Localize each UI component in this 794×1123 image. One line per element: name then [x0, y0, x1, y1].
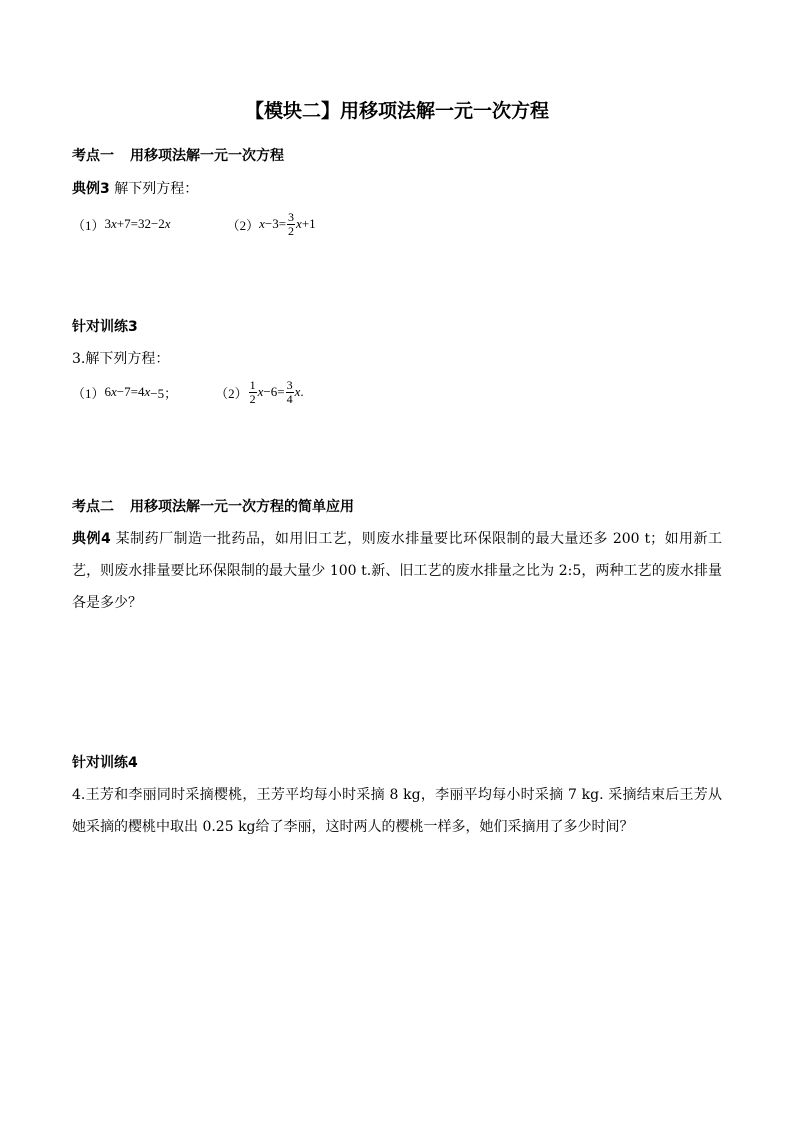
example4-paragraph: [72, 523, 722, 619]
practice3-eq2: （2） $\frac{1}{2}$ x −6= $\frac{3}{4}$ x .: [215, 377, 304, 406]
fraction-3-2: $\frac{3}{2}$: [288, 209, 295, 238]
example3-eq2: （2） x −3= $\frac{3}{2}$ x +1: [226, 209, 316, 238]
example4-tag: 典例4: [72, 531, 111, 547]
example3-equations: [72, 206, 316, 242]
fraction-1-2: $\frac{1}{2}$: [249, 377, 256, 406]
section2-label: 考点二: [72, 499, 114, 515]
example3-tag: 典例3: [72, 181, 110, 197]
practice3-eq1: （1） 6 x −7=4 x −5；: [72, 384, 178, 401]
practice3-equations: [72, 374, 304, 410]
section1-heading: [72, 145, 284, 165]
example3-line: [72, 178, 198, 198]
practice3-prompt: 3.解下列方程：: [72, 351, 170, 367]
section1-label: 考点一: [72, 148, 114, 164]
practice4-heading: 针对训练4: [72, 755, 138, 771]
example3-prompt: 解下列方程：: [114, 181, 199, 197]
practice4-text: 4.王芳和李丽同时采摘樱桃，王芳平均每小时采摘 8 kg，李丽平均每小时采摘 7 kg. 采摘结束后王芳从她采摘的樱桃中取出 0.25 kg给了李丽，这时两人的樱桃一样多，她们采摘用了多少时间？: [72, 787, 722, 835]
example4-text: 某制药厂制造一批药品，如用旧工艺，则废水排量要比环保限制的最大量还多 200 t；如用新工艺，则废水排量要比环保限制的最大量少 100 t.新、旧工艺的废水排量之比为 2:5，两种工艺的废水排量各是多少？: [72, 531, 722, 611]
example3-eq1: （1） 3 x +7=32−2 x: [72, 216, 171, 233]
section2-topic: 用移项法解一元一次方程的简单应用: [130, 499, 354, 515]
practice4-paragraph: [72, 779, 722, 843]
practice3-heading: 针对训练3: [72, 319, 138, 335]
fraction-3-4: $\frac{3}{4}$: [286, 377, 293, 406]
page-title: 【模块二】用移项法解一元一次方程: [244, 100, 549, 122]
section1-topic: 用移项法解一元一次方程: [130, 148, 284, 164]
section2-heading: [72, 496, 354, 516]
